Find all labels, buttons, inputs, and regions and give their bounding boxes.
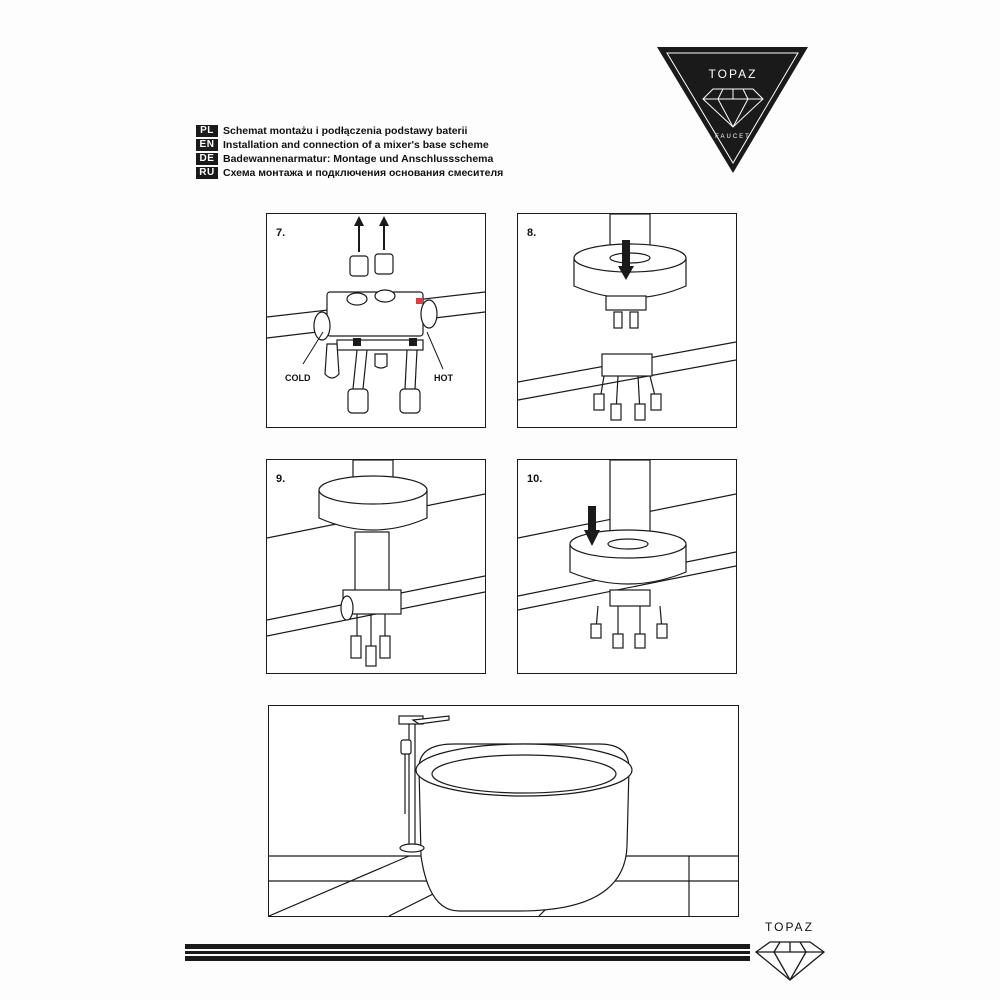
up-arrow-icon [354, 216, 364, 226]
diamond-icon [752, 938, 828, 982]
step-8-panel [517, 213, 737, 428]
lang-code-badge: RU [196, 167, 218, 179]
bathtub-illustration [269, 706, 738, 916]
step-9-panel [266, 459, 486, 674]
step-number: 9. [276, 473, 286, 485]
lang-code-badge: EN [196, 139, 218, 151]
lang-row-ru [196, 166, 616, 179]
lang-code-badge: PL [196, 125, 218, 137]
bathtub-panel [268, 705, 739, 917]
logo-text: TOPAZ [708, 67, 758, 81]
lang-title: Installation and connection of a mixer's base scheme [223, 138, 489, 151]
step-8-illustration [518, 214, 736, 427]
lang-code-badge: DE [196, 153, 218, 165]
lang-title: Схема монтажа и подключения основания смесителя [223, 166, 504, 179]
step-7-panel [266, 213, 486, 428]
step-10-panel [517, 459, 737, 674]
hot-label: HOT [434, 373, 453, 383]
step-7-illustration [267, 214, 485, 427]
hot-marker [416, 298, 422, 304]
topaz-logo [655, 45, 810, 175]
footer-stripes [185, 944, 750, 962]
up-arrow-icon [379, 216, 389, 226]
step-number: 10. [527, 473, 543, 485]
step-9-illustration [267, 460, 485, 673]
title-block [196, 124, 616, 180]
lang-row-en [196, 138, 616, 151]
logo-subtext: FAUCET [715, 134, 751, 140]
step-number: 7. [276, 227, 286, 239]
cold-label: COLD [285, 373, 311, 383]
lang-title: Badewannenarmatur: Montage und Anschlussschema [223, 152, 494, 165]
step-number: 8. [527, 227, 537, 239]
lang-row-pl [196, 124, 616, 137]
step-10-illustration [518, 460, 736, 673]
brand-text: TOPAZ [765, 920, 814, 934]
lang-row-de [196, 152, 616, 165]
lang-title: Schemat montażu i podłączenia podstawy baterii [223, 124, 468, 137]
